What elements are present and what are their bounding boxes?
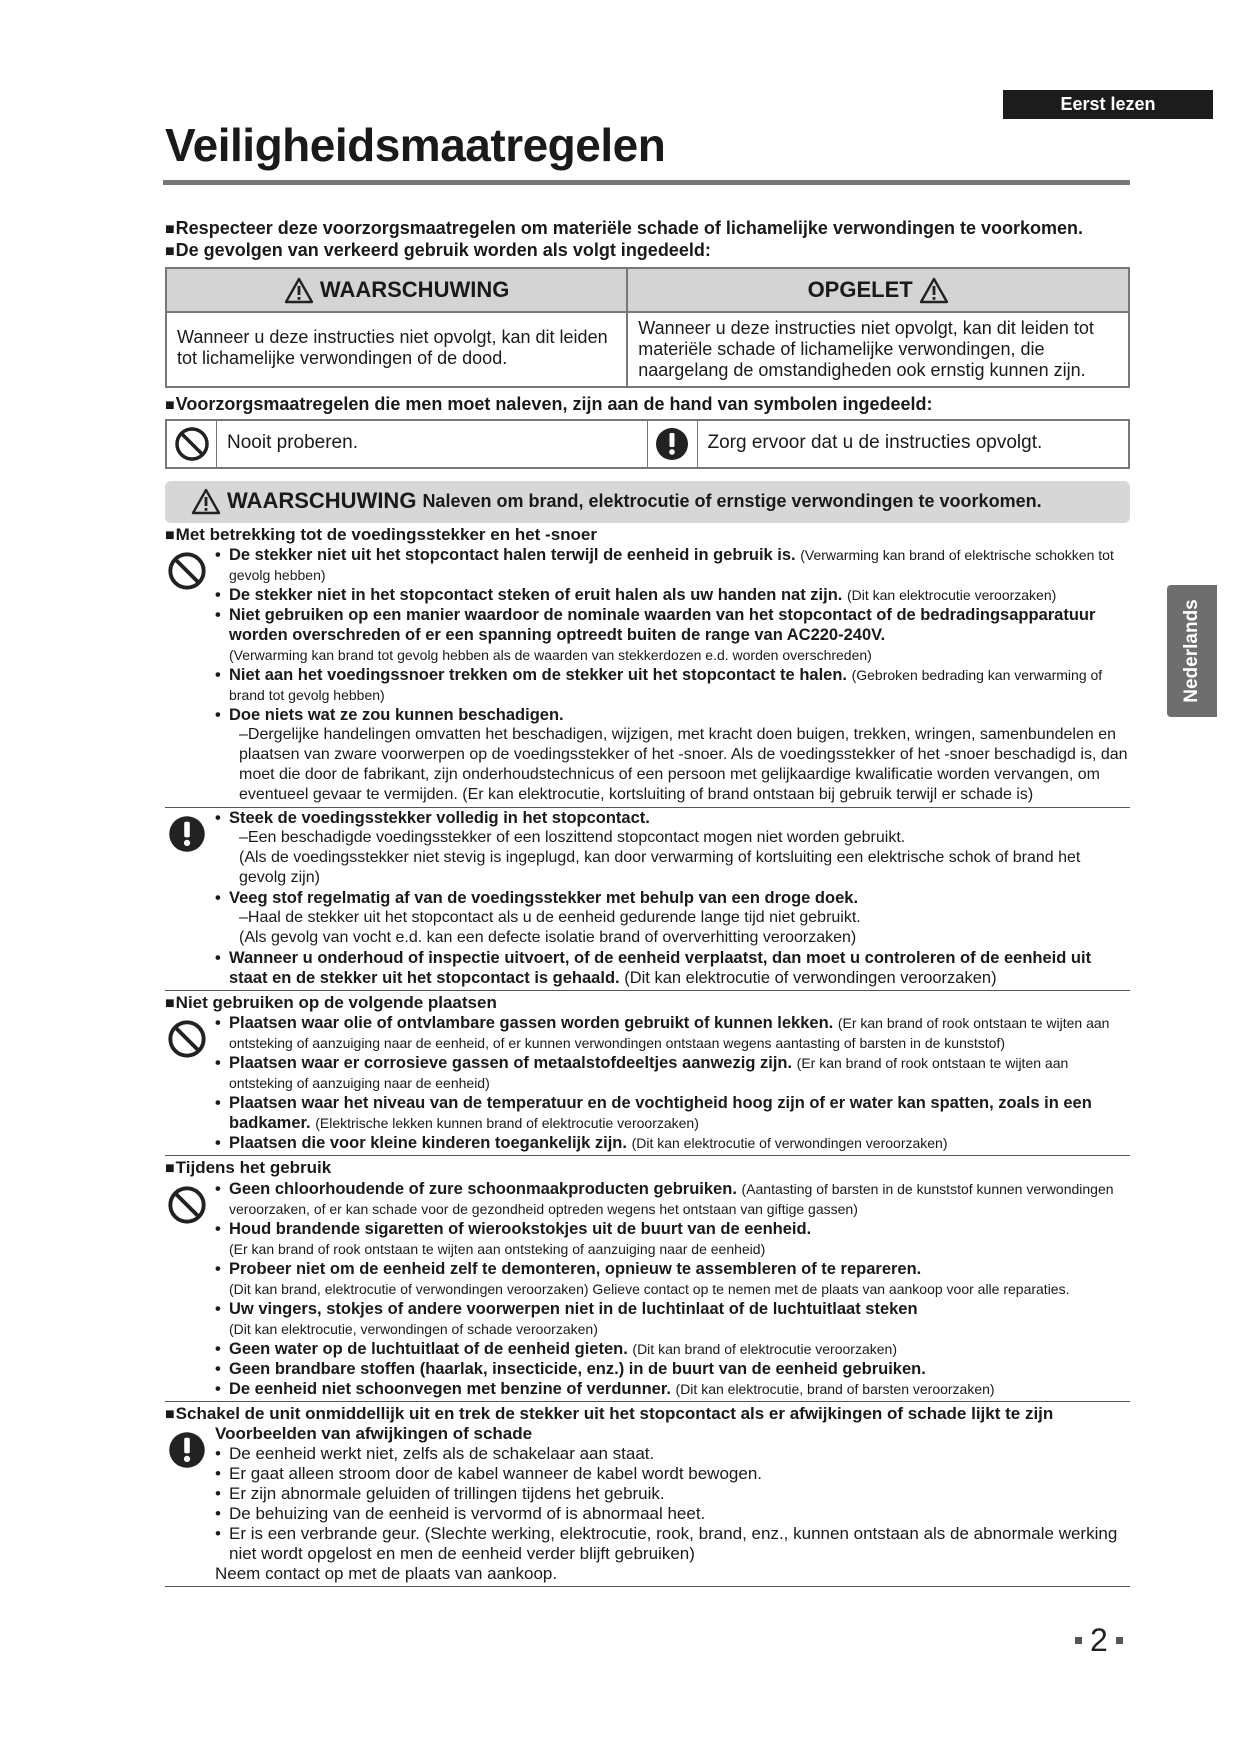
item-text: Plaatsen waar er corrosieve gassen of metaalstofdeeltjes aanwezig zijn. [229,1054,793,1073]
examples-title: Voorbeelden van afwijkingen of schade [215,1424,533,1444]
list-item [215,1013,1130,1053]
item-note: (Verwarming kan brand tot gevolg hebben als de waarden van stekkerdozen e.d. worden overschreden) [229,646,872,663]
prohibit-icon [167,1185,207,1225]
item-text: De stekker niet uit het stopcontact halen terwijl de eenheid in gebruik is. [229,545,796,564]
item-text: Niet aan het voedingssnoer trekken om de stekker uit het stopcontact te halen. [229,665,847,684]
list-item [215,1133,1130,1153]
warning-label: WAARSCHUWING [319,276,510,302]
item-note: (Dit kan elektrocutie of verwondingen veroorzaken) [631,1135,948,1152]
language-tab-label: Nederlands [1181,599,1202,703]
caution-label: OPGELET [807,276,913,302]
page-marker-right [1116,1637,1123,1644]
item-note: (Als de voedingsstekker niet stevig is ingeplugd, kan door verwarming of kortsluiting een elektrische schok of brand het gevolg zijn) [239,848,1081,886]
list-item: • De eenheid werkt niet, zelfs als de schakelaar aan staat. [215,1444,1130,1464]
item-note: –Een beschadigde voedingsstekker of een loszittend stopcontact mogen niet worden gebruikt. [239,828,906,846]
abnormal-block [165,1424,1130,1587]
language-tab [1167,585,1217,717]
warning-triangle-icon [284,277,314,304]
section-tag: Eerst lezen [1003,90,1213,119]
item-note: (Er kan brand of rook ontstaan te wijten aan ontsteking of aanzuiging naar de eenheid, of er kunnen verwondingen ontstaan wegens aantasting of barsten in de kunststof) [229,1015,1110,1052]
content [165,218,1130,1587]
item-note: –Dergelijke handelingen omvatten het beschadigen, wijzigen, met kracht doen buigen, trekken, wringen, samenbundelen en plaatsen van zware voorwerpen op de voedingsstekker of het -snoer. Als de voedingsstekker of het -snoer beschadigd is, dan moet die door de fabrikant, zijn onderhoudstechnicus of een persoon met gelijkaardige kwalificatie worden vervangen, om eventueel gevaar te vermijden. (Er kan elektrocutie, kortsluiting of brand ontstaan bij gebruik terwijl er schade is) [239,725,1128,803]
list-item [215,808,1130,828]
list-item [215,1359,1130,1379]
item-text: Niet gebruiken op een manier waardoor de nominale waarden van het stopcontact of de bedradingsapparatuur worden overschreden of er een spanning optreedt buiten de range van AC220-240V. [229,605,1096,644]
prohibit-icon [174,426,210,462]
prohibit-icon [167,551,207,591]
places-heading: ■ Niet gebruiken op de volgende plaatsen [165,993,1130,1013]
mandatory-icon [654,426,690,462]
item-text: Plaatsen die voor kleine kinderen toegankelijk zijn. [229,1134,627,1153]
page-marker-left [1075,1637,1082,1644]
list-item [215,605,1130,665]
item-text: De stekker niet in het stopcontact steken of eruit halen als uw handen nat zijn. [229,585,843,604]
item-note: (Er kan brand of rook ontstaan te wijten aan ontsteking of aanzuiging naar de eenheid) [229,1055,1069,1092]
list-item [215,1053,1130,1093]
levels-table [165,267,1130,388]
intro-line-2: ■ De gevolgen van verkeerd gebruik worden als volgt ingedeeld: [165,240,1130,262]
item-text: Veeg stof regelmatig af van de voedingsstekker met behulp van een droge doek. [229,888,859,907]
item-text: De eenheid niet schoonvegen met benzine of verdunner. [229,1379,671,1398]
list-item [215,1379,1130,1399]
list-item [215,1299,1130,1339]
symbols-table [165,419,1130,469]
item-note: (Als gevolg van vocht e.d. kan een defecte isolatie brand of oververhitting veroorzaken) [239,928,857,946]
abnormal-heading: ■ Schakel de unit onmiddellijk uit en trek de stekker uit het stopcontact als er afwijkingen of schade lijkt te zijn [165,1404,1130,1424]
use-block [165,1179,1130,1402]
item-text: Plaatsen waar het niveau van de temperatuur en de vochtigheid hoog zijn of er water kan spatten, zoals in een badkamer. [229,1094,1092,1133]
item-text: Wanneer u onderhoud of inspectie uitvoert, of de eenheid verplaatst, dan moet u controleren of de eenheid uit staat en de stekker uit het stopcontact is gehaald. [229,948,1092,987]
plug-prohibited-block [165,545,1130,808]
list-item [215,1339,1130,1359]
list-item: • Er zijn abnormale geluiden of trillingen tijdens het gebruik. [215,1484,1130,1504]
prohibit-icon [167,1019,207,1059]
mandatory-text: Zorg ervoor dat u de instructies opvolgt. [707,432,1043,454]
list-item [215,1093,1130,1133]
caution-header [628,269,1128,313]
banner-label: WAARSCHUWING [227,488,417,514]
mandatory-icon [167,814,207,854]
plug-heading: ■ Met betrekking tot de voedingsstekker en het -snoer [165,525,1130,545]
list-item: • Er is een verbrande geur. (Slechte werking, elektrocutie, rook, brand, enz., kunnen ontstaan als de abnormale werking niet wordt opgelost en men de eenheid verder blijft gebruiken) [215,1524,1130,1564]
item-note: (Dit kan brand, elektrocutie of verwondingen veroorzaken) Gelieve contact op te nemen met de plaats van aankoop voor alle reparaties. [229,1280,1070,1297]
plug-mandatory-block [165,808,1130,991]
list-item [215,1259,1130,1299]
item-text: Steek de voedingsstekker volledig in het stopcontact. [229,808,650,827]
item-text: Geen brandbare stoffen (haarlak, insecticide, enz.) in de buurt van de eenheid gebruiken. [229,1359,926,1378]
item-text: Probeer niet om de eenheid zelf te demonteren, opnieuw te assembleren of te repareren. [229,1259,922,1278]
list-item: • De behuizing van de eenheid is vervormd of is abnormaal heet. [215,1504,1130,1524]
item-note: (Er kan brand of rook ontstaan te wijten aan ontsteking of aanzuiging naar de eenheid) [229,1240,766,1257]
item-text: Houd brandende sigaretten of wierookstokjes uit de buurt van de eenheid. [229,1219,812,1238]
contact-note: Neem contact op met de plaats van aankoop. [215,1564,558,1584]
intro [165,218,1130,262]
item-note: (Dit kan brand of elektrocutie veroorzaken) [632,1340,897,1357]
intro-line-1: ■ Respecteer deze voorzorgsmaatregelen om materiële schade of lichamelijke verwondingen te voorkomen. [165,218,1130,240]
mandatory-symbol-cell [648,421,698,467]
page-title: Veiligheidsmaatregelen [165,119,666,171]
page-number-value: 2 [1090,1622,1108,1658]
item-note: (Elektrische lekken kunnen brand of elektrocutie veroorzaken) [315,1115,699,1132]
page-number [1075,1622,1123,1659]
warning-header [167,269,628,313]
item-text: Doe niets wat ze zou kunnen beschadigen. [229,705,564,724]
prohibit-symbol-cell [167,421,217,467]
warning-description: Wanneer u deze instructies niet opvolgt, kan dit leiden tot lichamelijke verwondingen of de dood. [167,313,628,386]
list-item: • Er gaat alleen stroom door de kabel wanneer de kabel wordt bewogen. [215,1464,1130,1484]
item-text: Plaatsen waar olie of ontvlambare gassen worden gebruikt of kunnen lekken. [229,1014,834,1033]
item-note: (Verwarming kan brand of elektrische schokken tot gevolg hebben) [229,546,1114,583]
list-item [215,1179,1130,1219]
list-item [215,1219,1130,1259]
item-text: Uw vingers, stokjes of andere voorwerpen niet in de luchtinlaat of de luchtuitlaat steken [229,1299,918,1318]
item-note: –Haal de stekker uit het stopcontact als u de eenheid gedurende lange tijd niet gebruikt. [239,908,861,926]
list-item [215,545,1130,585]
prohibit-text: Nooit proberen. [217,421,648,467]
list-item [215,948,1130,988]
banner-text: Naleven om brand, elektrocutie of ernstige verwondingen te voorkomen. [422,490,1042,511]
item-note: (Dit kan elektrocutie, brand of barsten veroorzaken) [675,1380,995,1397]
use-heading: ■ Tijdens het gebruik [165,1158,1130,1178]
list-item [215,888,1130,908]
title-divider [163,180,1130,185]
mandatory-icon [167,1430,207,1470]
item-text: Geen chloorhoudende of zure schoonmaakproducten gebruiken. [229,1179,737,1198]
item-note: (Dit kan elektrocutie veroorzaken) [846,586,1057,603]
places-block [165,1013,1130,1156]
warning-triangle-icon [191,488,221,515]
caution-triangle-icon [919,277,949,304]
symbols-heading: ■ Voorzorgsmaatregelen die men moet naleven, zijn aan de hand van symbolen ingedeeld: [165,394,1130,416]
list-item [215,705,1130,725]
item-note: (Dit kan elektrocutie of verwondingen veroorzaken) [624,968,997,987]
item-note: (Gebroken bedrading kan verwarming of brand tot gevolg hebben) [229,666,1103,703]
item-text: Geen water op de luchtuitlaat of de eenheid gieten. [229,1339,628,1358]
caution-description: Wanneer u deze instructies niet opvolgt, kan dit leiden tot materiële schade of lichamelijke verwondingen, die naargelang de omstandigheden ook ernstig kunnen zijn. [638,318,1094,380]
list-item [215,585,1130,605]
list-item [215,665,1130,705]
item-note: (Dit kan elektrocutie, verwondingen of schade veroorzaken) [229,1320,598,1337]
warning-banner [165,481,1130,523]
item-note: (Aantasting of barsten in de kunststof kunnen verwondingen veroorzaken, of er kan schade voor de gezondheid optreden wegens het ontstaan van giftige gassen) [229,1180,1114,1217]
